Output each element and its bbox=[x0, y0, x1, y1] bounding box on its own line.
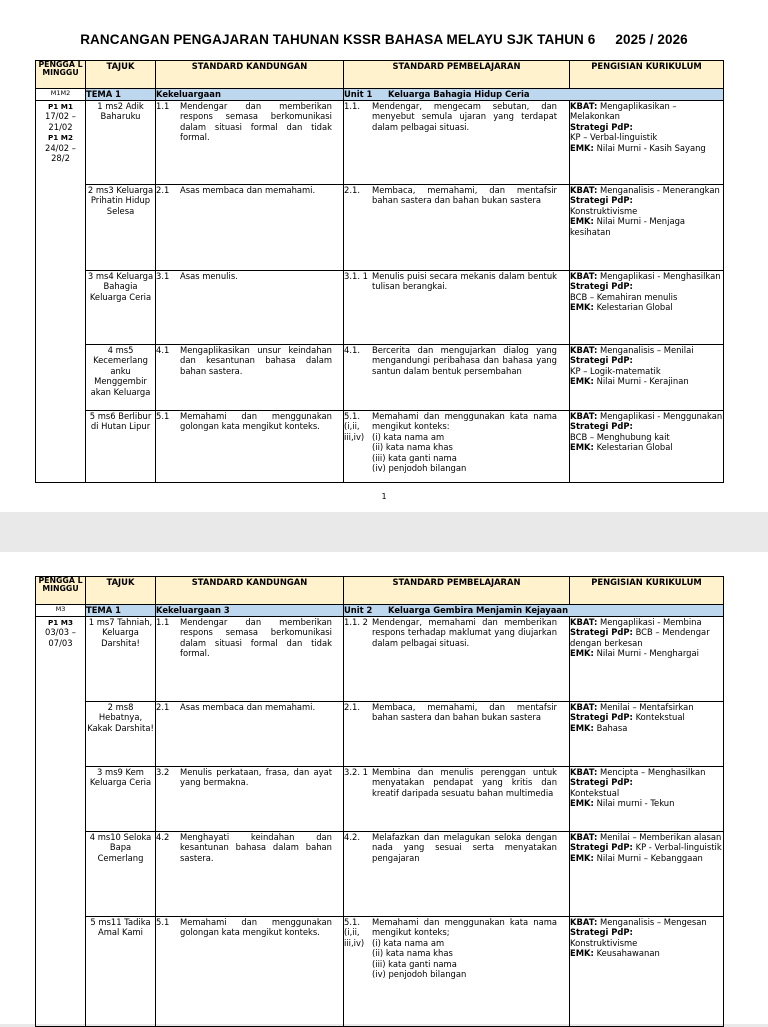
week-dates: 17/02 – 21/02 bbox=[45, 111, 76, 132]
academic-year: 2025 / 2026 bbox=[615, 32, 688, 47]
sk-number: 3.2 bbox=[156, 766, 170, 777]
kurikulum-cell bbox=[570, 701, 724, 766]
kbat-label: KBAT: bbox=[570, 831, 598, 842]
sp-cell bbox=[344, 410, 570, 482]
strategi-value: KP – Verbal-linguistik bbox=[570, 132, 658, 142]
table-row bbox=[36, 344, 724, 410]
sp-number: 1.1. 2 bbox=[344, 616, 368, 627]
kurikulum-cell bbox=[570, 100, 724, 184]
strategi-label: Strategi PdP: bbox=[570, 355, 633, 365]
kbat-value: Mengaplikasikan – Melakonkan bbox=[570, 100, 677, 121]
unit-number: Unit 2 bbox=[344, 605, 373, 615]
sk-text: Mengaplikasikan unsur keindahan dan kesantunan bahasa dalam bahan sastera. bbox=[180, 344, 332, 376]
kurikulum-cell bbox=[570, 410, 724, 482]
strategi-value: BCB – Menghubung kait bbox=[570, 431, 670, 442]
kbat-value: Menganalisis - Menerangkan bbox=[599, 184, 720, 195]
sp-text: Memahami dan menggunakan kata nama mengikut konteks; bbox=[372, 916, 557, 937]
kurikulum-cell bbox=[570, 831, 724, 916]
emk-value: Kelestarian Global bbox=[596, 302, 673, 312]
kbat-value: Menilai – Mentafsirkan bbox=[599, 701, 694, 712]
week-dates: 03/03 – 07/03 bbox=[45, 627, 76, 648]
table-row bbox=[36, 766, 724, 831]
sp-item: (iii) kata ganti nama bbox=[372, 958, 457, 969]
emk-value: Nilai Murni - Menjaga kesihatan bbox=[570, 216, 686, 237]
strategi-value: Konstruktivisme bbox=[570, 937, 638, 948]
table-row bbox=[36, 831, 724, 916]
plan-table-2 bbox=[35, 576, 724, 1027]
sp-text: Membaca, memahami, dan mentafsir bahan sastera dan bahan bukan sastera bbox=[372, 701, 557, 722]
sp-number: 5.1. (i,ii, iii,iv) bbox=[344, 916, 365, 948]
emk-label: EMK: bbox=[570, 302, 594, 312]
sk-text: Asas menulis. bbox=[180, 270, 238, 281]
tajuk-cell: 5 ms6 Berlibur di Hutan Lipur bbox=[86, 410, 156, 482]
strategi-label: Strategi PdP: bbox=[570, 421, 633, 431]
plan-table-1 bbox=[35, 60, 724, 483]
strategi-value: Kontekstual bbox=[570, 787, 620, 798]
sp-cell bbox=[344, 344, 570, 410]
header-standard-kandungan: STANDARD KANDUNGAN bbox=[156, 61, 344, 89]
minggu-cell bbox=[36, 616, 86, 1026]
emk-label: EMK: bbox=[570, 722, 594, 733]
sp-number: 2.1. bbox=[344, 184, 360, 195]
tajuk-cell: 2 ms8 Hebatnya, Kakak Darshita! bbox=[86, 701, 156, 766]
emk-label: EMK: bbox=[570, 216, 594, 226]
sk-cell bbox=[156, 270, 344, 344]
sp-item: (ii) kata nama khas bbox=[372, 948, 453, 958]
unit-title bbox=[344, 89, 724, 101]
kurikulum-cell bbox=[570, 270, 724, 344]
table-row bbox=[36, 616, 724, 701]
sp-cell bbox=[344, 766, 570, 831]
title-text: RANCANGAN PENGAJARAN TAHUNAN KSSR BAHASA MELAYU SJK TAHUN 6 bbox=[80, 32, 596, 47]
sp-item: (ii) kata nama khas bbox=[372, 442, 453, 452]
kbat-label: KBAT: bbox=[570, 766, 598, 777]
table-row bbox=[36, 184, 724, 270]
sk-text: Menghayati keindahan dan kesantunan bahasa dalam bahan sastera. bbox=[180, 831, 332, 863]
emk-label: EMK: bbox=[570, 442, 594, 452]
emk-label: EMK: bbox=[570, 142, 594, 153]
kurikulum-cell bbox=[570, 184, 724, 270]
week-code: M1M2 bbox=[36, 89, 86, 101]
sp-number: 3.1. 1 bbox=[344, 270, 368, 281]
sk-number: 2.1 bbox=[156, 184, 170, 195]
sk-cell bbox=[156, 616, 344, 701]
strategi-value: KP – Logik-matematik bbox=[570, 365, 661, 376]
kbat-label: KBAT: bbox=[570, 410, 598, 421]
sk-number: 5.1 bbox=[156, 916, 170, 927]
sk-text: Asas membaca dan memahami. bbox=[180, 701, 316, 712]
header-pengisian-kurikulum: PENGISIAN KURIKULUM bbox=[570, 577, 724, 605]
tajuk-cell: 4 ms5 Kecemerlang anku Menggembir akan Keluarga bbox=[86, 344, 156, 410]
table-row bbox=[36, 270, 724, 344]
strategi-label: Strategi PdP: bbox=[570, 777, 633, 787]
kbat-value: Mengaplikasi - Menghasilkan bbox=[599, 270, 721, 281]
table-row bbox=[36, 410, 724, 482]
tema-title: Kekeluargaan 3 bbox=[156, 605, 344, 617]
sk-cell bbox=[156, 831, 344, 916]
kurikulum-cell bbox=[570, 766, 724, 831]
tema-label: TEMA 1 bbox=[86, 605, 156, 617]
sp-item: (i) kata nama am bbox=[372, 937, 445, 948]
header-tajuk: TAJUK bbox=[86, 61, 156, 89]
header-standard-kandungan: STANDARD KANDUNGAN bbox=[156, 577, 344, 605]
sk-number: 5.1 bbox=[156, 410, 170, 421]
page-1 bbox=[0, 0, 768, 512]
page-2 bbox=[0, 552, 768, 1024]
week-label: P1 M1 bbox=[48, 101, 73, 111]
sp-text: Membina dan menulis perenggan untuk menyatakan pendapat yang kritis dan kreatif daripada sesuatu bahan multimedia bbox=[372, 766, 557, 798]
tema-row bbox=[36, 89, 724, 101]
week-label: P1 M3 bbox=[48, 617, 73, 627]
emk-value: Kelestarian Global bbox=[596, 442, 673, 452]
sk-number: 4.1 bbox=[156, 344, 170, 355]
sp-number: 2.1. bbox=[344, 701, 360, 712]
unit-title bbox=[344, 605, 724, 617]
emk-label: EMK: bbox=[570, 648, 594, 658]
strategi-label: Strategi PdP: bbox=[570, 195, 633, 205]
strategi-label: Strategi PdP: bbox=[570, 281, 633, 291]
kurikulum-cell bbox=[570, 916, 724, 1026]
header-row bbox=[36, 577, 724, 605]
week-code: M3 bbox=[36, 605, 86, 617]
sp-text: Memahami dan menggunakan kata nama mengikut konteks: bbox=[372, 410, 557, 431]
sp-text: Menulis puisi secara mekanis dalam bentuk tulisan berangkai. bbox=[372, 270, 557, 291]
emk-value: Nilai Murni - Kerajinan bbox=[596, 376, 689, 386]
sp-number: 4.1. bbox=[344, 344, 360, 355]
page-number: 1 bbox=[381, 492, 387, 501]
sp-cell bbox=[344, 270, 570, 344]
sp-cell bbox=[344, 916, 570, 1026]
tema-row bbox=[36, 605, 724, 617]
sp-text-block bbox=[372, 917, 557, 980]
sp-number: 5.1. (i,ii, iii,iv) bbox=[344, 410, 365, 442]
sp-text: Mendengar, memahami dan memberikan respons terhadap maklumat yang diujarkan dalam pelbagai situasi. bbox=[372, 616, 557, 648]
sp-text: Membaca, memahami, dan mentafsir bahan sastera dan bahan bukan sastera bbox=[372, 184, 557, 205]
sp-number: 1.1. bbox=[344, 100, 360, 111]
strategi-value: Kontekstual bbox=[635, 712, 685, 722]
header-pengisian-kurikulum: PENGISIAN KURIKULUM bbox=[570, 61, 724, 89]
kurikulum-cell bbox=[570, 344, 724, 410]
sp-item: (iv) penjodoh bilangan bbox=[372, 463, 467, 473]
tema-label: TEMA 1 bbox=[86, 89, 156, 101]
kbat-label: KBAT: bbox=[570, 270, 598, 281]
kbat-value: Menganalisis – Mengesan bbox=[599, 916, 707, 927]
kurikulum-cell bbox=[570, 616, 724, 701]
strategi-label: Strategi PdP: bbox=[570, 842, 633, 852]
sp-cell bbox=[344, 184, 570, 270]
sp-text: Bercerita dan mengujarkan dialog yang mengandungi peribahasa dan bahasa yang santun dalam bentuk persembahan bbox=[372, 344, 557, 376]
sk-number: 3.1 bbox=[156, 270, 170, 281]
sk-cell bbox=[156, 184, 344, 270]
emk-label: EMK: bbox=[570, 948, 594, 958]
header-row bbox=[36, 61, 724, 89]
strategi-label: Strategi PdP: bbox=[570, 712, 633, 722]
unit-name: Keluarga Bahagia Hidup Ceria bbox=[388, 89, 530, 99]
strategi-label: Strategi PdP: bbox=[570, 927, 633, 937]
minggu-cell bbox=[36, 100, 86, 482]
sp-item: (i) kata nama am bbox=[372, 431, 445, 442]
sp-item: (iv) penjodoh bilangan bbox=[372, 969, 467, 979]
sp-text: Melafazkan dan melagukan seloka dengan nada yang sesuai serta menyatakan pengajaran bbox=[372, 831, 557, 863]
emk-value: Bahasa bbox=[596, 722, 628, 733]
sk-text: Mendengar dan memberikan respons semasa berkomunikasi dalam situasi formal dan tidak formal. bbox=[180, 100, 332, 142]
kbat-value: Mengaplikasi - Membina bbox=[599, 616, 702, 627]
strategi-label: Strategi PdP: bbox=[570, 627, 633, 637]
tajuk-cell: 3 ms9 Kem Keluarga Ceria bbox=[86, 766, 156, 831]
kbat-value: Mencipta – Menghasilkan bbox=[599, 766, 706, 777]
tajuk-cell: 5 ms11 Tadika Amal Kami bbox=[86, 916, 156, 1026]
strategi-value: BCB – Kemahiran menulis bbox=[570, 291, 678, 302]
strategi-value: KP - Verbal-linguistik bbox=[635, 842, 722, 852]
sp-cell bbox=[344, 701, 570, 766]
unit-name: Keluarga Gembira Menjamin Kejayaan bbox=[388, 605, 569, 615]
kbat-label: KBAT: bbox=[570, 100, 598, 111]
kbat-label: KBAT: bbox=[570, 184, 598, 195]
table-row bbox=[36, 100, 724, 184]
sk-cell bbox=[156, 344, 344, 410]
emk-value: Nilai Murni - Kasih Sayang bbox=[596, 142, 706, 153]
sk-cell bbox=[156, 916, 344, 1026]
strategi-label: Strategi PdP: bbox=[570, 121, 633, 132]
week-dates: 24/02 – 28/2 bbox=[45, 142, 76, 163]
unit-number: Unit 1 bbox=[344, 89, 373, 99]
kbat-label: KBAT: bbox=[570, 701, 598, 712]
tajuk-cell: 4 ms10 Seloka Bapa Cemerlang bbox=[86, 831, 156, 916]
emk-value: Nilai Murni - Menghargai bbox=[596, 648, 699, 658]
emk-label: EMK: bbox=[570, 376, 594, 386]
sk-number: 1.1 bbox=[156, 616, 170, 627]
tajuk-cell: 2 ms3 Keluarga Prihatin Hidup Selesa bbox=[86, 184, 156, 270]
sk-text: Asas membaca dan memahami. bbox=[180, 184, 316, 195]
kbat-label: KBAT: bbox=[570, 616, 598, 627]
sk-number: 2.1 bbox=[156, 701, 170, 712]
emk-value: Nilai murni - Tekun bbox=[596, 798, 675, 808]
table-row bbox=[36, 916, 724, 1026]
sp-text: Mendengar, mengecam sebutan, dan menyebut semula ujaran yang terdapat dalam pelbagai situasi. bbox=[372, 100, 557, 132]
sp-item: (iii) kata ganti nama bbox=[372, 452, 457, 463]
sk-text: Menulis perkataan, frasa, dan ayat yang bermakna. bbox=[180, 766, 332, 787]
sp-number: 4.2. bbox=[344, 831, 360, 842]
sk-number: 4.2 bbox=[156, 831, 170, 842]
sk-text: Mendengar dan memberikan respons semasa berkomunikasi dalam situasi formal dan tidak formal. bbox=[180, 616, 332, 658]
header-standard-pembelajaran: STANDARD PEMBELAJARAN bbox=[344, 577, 570, 605]
sk-cell bbox=[156, 100, 344, 184]
kbat-value: Menganalisis – Menilai bbox=[599, 344, 694, 355]
sk-cell bbox=[156, 701, 344, 766]
week-label: P1 M2 bbox=[48, 133, 73, 142]
kbat-value: Menilai – Memberikan alasan bbox=[599, 831, 722, 842]
tema-title: Kekeluargaan bbox=[156, 89, 344, 101]
document-title bbox=[0, 32, 768, 47]
sk-text: Memahami dan menggunakan golongan kata mengikut konteks. bbox=[180, 410, 332, 431]
header-minggu: PENGGA L MINGGU bbox=[36, 61, 86, 89]
tajuk-cell: 1 ms2 Adik Baharuku bbox=[86, 100, 156, 184]
emk-value: Nilai Murni – Kebanggaan bbox=[596, 852, 703, 863]
strategi-value: BCB – Mendengar dengan berkesan bbox=[570, 627, 710, 648]
kbat-label: KBAT: bbox=[570, 916, 598, 927]
sp-cell bbox=[344, 831, 570, 916]
table-row bbox=[36, 701, 724, 766]
sk-text: Memahami dan menggunakan golongan kata mengikut konteks. bbox=[180, 916, 332, 937]
emk-label: EMK: bbox=[570, 852, 594, 863]
sp-cell bbox=[344, 100, 570, 184]
header-standard-pembelajaran: STANDARD PEMBELAJARAN bbox=[344, 61, 570, 89]
header-tajuk: TAJUK bbox=[86, 577, 156, 605]
emk-value: Keusahawanan bbox=[596, 948, 660, 958]
kbat-label: KBAT: bbox=[570, 344, 598, 355]
header-minggu: PENGGA L MINGGU bbox=[36, 577, 86, 605]
sp-number: 3.2. 1 bbox=[344, 766, 368, 777]
sk-cell bbox=[156, 766, 344, 831]
emk-label: EMK: bbox=[570, 798, 594, 808]
sp-cell bbox=[344, 616, 570, 701]
strategi-value: Konstruktivisme bbox=[570, 205, 638, 216]
sp-text-block bbox=[372, 411, 557, 474]
sk-number: 1.1 bbox=[156, 100, 170, 111]
tajuk-cell: 3 ms4 Keluarga Bahagia Keluarga Ceria bbox=[86, 270, 156, 344]
sk-cell bbox=[156, 410, 344, 482]
kbat-value: Mengaplikasi - Menggunakan bbox=[599, 410, 723, 421]
tajuk-cell: 1 ms7 Tahniah, Keluarga Darshita! bbox=[86, 616, 156, 701]
